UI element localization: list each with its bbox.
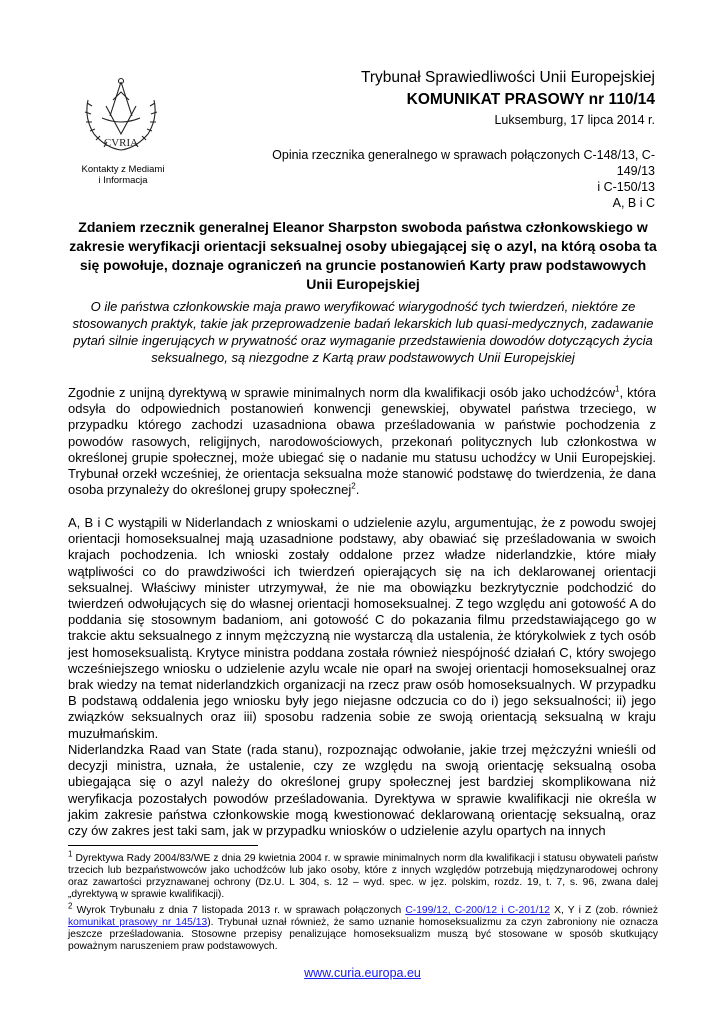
footnote-1-number: 1	[68, 849, 73, 859]
opinion-reference	[235, 147, 655, 211]
opinion-line1: Opinia rzecznika generalnego w sprawach połączonych C-148/13, C-149/13	[272, 148, 655, 178]
footer	[0, 966, 725, 980]
place-date: Luksemburg, 17 lipca 2014 r.	[494, 113, 655, 127]
paragraph-2: A, B i C wystąpili w Niderlandach z wnioskami o udzielenie azylu, argumentując, że z powodu swojej orientacji homoseksualnej mają uzasadnione podstawy, aby obawiać się prześladowania w swoich krajach pochodzenia. Ich wnioski zostały oddalone przez władze niderlandzkie, które miały wątpliwości co do prawdziwości ich twierdzeń opierających się na ich deklarowanej orientacji seksualnej. Właściwy minister utrzymywał, że nie ma obowiązku bezkrytycznie podchodzić do twierdzeń odwołujących się do własnej orientacji homoseksualnej. Z tego względu ani gotowość A do poddania się stosownym badaniom, ani gotowość C do pokazania filmu przedstawiającego go w trakcie aktu seksualnego z innym mężczyzną nie wystarczą dla ustalenia, że którykolwiek z tych osób jest homoseksualistą. Krytyce ministra poddana została również niespójność działań C, który swojego wcześniejszego wniosku o udzielenie azylu wcale nie oparł na swojej orientacji homoseksualnej oraz brak wiedzy na temat niderlandzkich organizacji na rzecz praw osób homoseksualnych. W przypadku B podstawą oddalenia jego wniosku były jego niejasne odczucia co do i) jego seksualności; ii) jego związków seksualnych oraz iii) sposobu radzenia sobie ze swoją orientacją seksualną w kraju muzułmańskim.	[68, 515, 656, 741]
paragraph-1-text-b: , która odsyła do odpowiednich postanowień konwencji genewskiej, obywatel państwa trzeciego, w przypadku którego zachodzi uzasadniona obawa prześladowania w państwie pochodzenia z powodów rasowych, religijnych, narodowościowych, przekonań politycznych lub członkostwa w określonej grupie społecznej, może ubiegać się o nadanie mu statusu uchodźcy w Unii Europejskiej. Trybunał orzekł wcześniej, że orientacja seksualna może stanowić podstawę do twierdzenia, że dana osoba przynależy do określonej grupy społecznej	[68, 385, 657, 498]
logo-wordmark: CVRIA	[103, 137, 139, 149]
footnote-1-text: Dyrektywa Rady 2004/83/WE z dnia 29 kwietnia 2004 r. w sprawie minimalnych norm dla kwalifikacji i statusu obywateli państw trzecich lub bezpaństwowców jako uchodźców lub jako osoby, które z innych względów potrzebują międzynarodowej ochrony oraz zawartości przyznawanej ochrony (Dz.U. L 304, s. 12 – wyd. spec. w jęz. polskim, rozdz. 19, t. 7, s. 96, zwana dalej „dyrektywą w sprawie kwalifikacji).	[68, 853, 658, 900]
logo-caption	[78, 164, 168, 186]
headline: Zdaniem rzecznik generalnej Eleanor Sharpston swoboda państwa członkowskiego w zakresie weryfikacji orientacji seksualnej osoby ubiegającej się o azyl, na którą osoba ta się powołuje, doznaje ograniczeń na gruncie postanowień Karty praw podstawowych Unii Europejskiej	[69, 219, 657, 292]
footnote-2-text-a: Wyrok Trybunału z dnia 7 listopada 2013 r. w sprawach połączonych	[76, 905, 402, 916]
footnote-2-text-c: ). Trybunał uznał również, że samo uznanie homoseksualizmu za czyn zabroniony nie oznacza jeszcze prześladowania. Stosowne przepisy penalizujące homoseksualizm muszą być stosowane w sposób skutkujący poważnym naruszeniem praw podstawowych.	[68, 917, 658, 952]
footnote-2-text-b: X, Y i Z (zob. również	[554, 905, 658, 916]
case-link[interactable]: C-199/12, C-200/12 i C-201/12	[405, 905, 550, 916]
paragraph-1-text-c: .	[355, 482, 360, 498]
footnote-2-number: 2	[68, 901, 73, 911]
curia-logo	[80, 76, 162, 162]
footnote-2	[68, 901, 658, 953]
logo-caption-line2: i Informacja	[98, 175, 148, 186]
paragraph-1	[68, 385, 656, 498]
org-name: Trybunał Sprawiedliwości Unii Europejskiej	[360, 69, 655, 86]
press-release-link[interactable]: komunikat prasowy nr 145/13	[68, 917, 208, 928]
logo-caption-line1: Kontakty z Mediami	[81, 164, 165, 175]
lead-summary: O ile państwa członkowskie maja prawo weryfikować wiarygodność tych twierdzeń, niektóre ze stosowanych praktyk, takie jak przeprowadzenie badań lekarskich lub quasi-medycznych, zadawanie pytań silnie ingerujących w prywatność oraz wymaganie przedstawienia dowodów dotyczących życia seksualnego, są niezgodne z Kartą praw podstawowych Unii Europejskiej	[72, 299, 654, 365]
paragraph-3: Niderlandzka Raad van State (rada stanu), rozpoznając odwołanie, jakie trzej mężczyźni wnieśli od decyzji ministra, uznała, że ustalenie, czy ze względu na swoją orientację seksualną osoba ubiegająca się o azyl należy do określonej grupy społecznej jest bardziej skomplikowana niż weryfikacja pozostałych powodów prześladowania. Dyrektywa w sprawie kwalifikacji nie określa w jakim zakresie państwa członkowskie mogą kwestionować deklarowaną orientację seksualną, oraz czy ów zakres jest taki sam, jak w przypadku wniosków o udzielenie azylu opartych na innych	[68, 742, 656, 839]
footnote-1	[68, 849, 658, 901]
curia-website-link[interactable]: www.curia.europa.eu	[304, 966, 421, 980]
press-release-number: KOMUNIKAT PRASOWY nr 110/14	[406, 91, 655, 108]
opinion-line2: i C-150/13	[597, 180, 655, 194]
footnote-divider	[68, 845, 258, 846]
footnote-ref-2: 2	[351, 481, 356, 491]
opinion-line3: A, B i C	[612, 196, 655, 210]
paragraph-1-text-a: Zgodnie z unijną dyrektywą w sprawie minimalnych norm dla kwalifikacji osób jako uchodźców	[68, 385, 615, 400]
footnote-ref-1: 1	[615, 384, 620, 394]
